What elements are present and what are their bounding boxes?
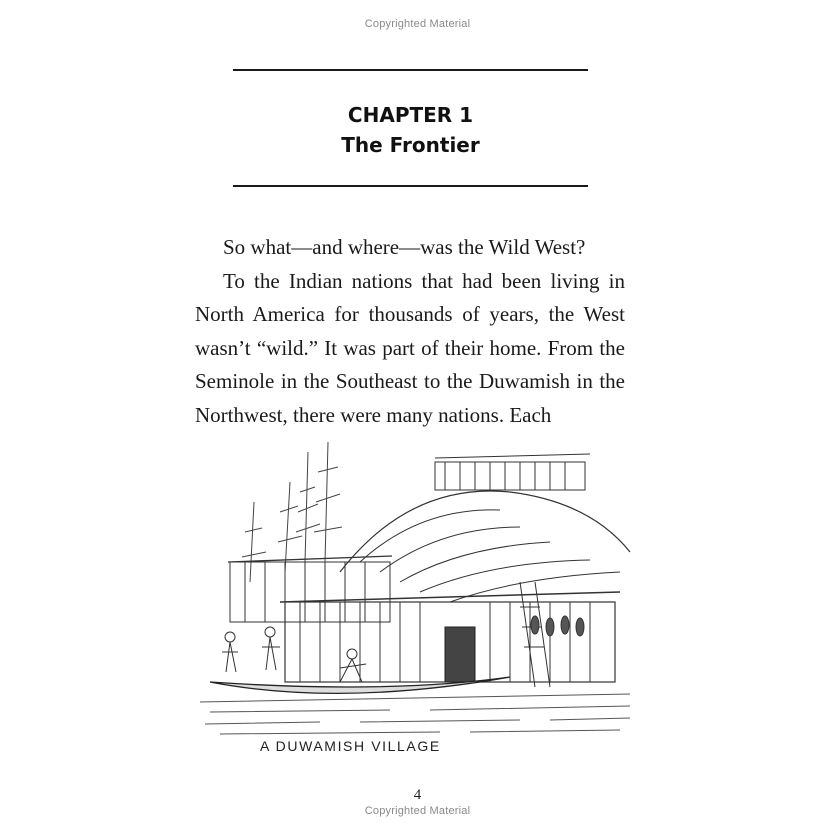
chapter-title: The Frontier [341,133,480,157]
illustration-caption: A DUWAMISH VILLAGE [260,738,441,754]
paragraph-1: So what—and where—was the Wild West? [223,235,586,259]
chapter-rule-bottom [233,185,588,187]
rear-longhouse-sketch [228,556,392,622]
hilltop-fence-sketch [435,454,590,490]
page-number: 4 [413,787,422,803]
chapter-heading [233,100,588,160]
chapter-rule-top [233,69,588,71]
body-text [195,231,625,432]
copyright-watermark-bottom: Copyrighted Material [364,805,471,817]
copyright-watermark-top: Copyrighted Material [364,18,471,30]
hill-sketch [340,491,630,602]
main-longhouse-sketch [280,582,620,687]
water-sketch [200,694,630,734]
drying-fish-sketch [531,616,584,636]
people-sketch [222,627,366,682]
chapter-number: CHAPTER 1 [347,103,474,127]
paragraph-2: To the Indian nations that had been living in North America for thousands of years, the West wasn’t “wild.” It was part of their home. From the Seminole in the Southeast to the Duwamish in the Northwest, there were many nations. Each [195,268,625,427]
village-illustration [190,432,640,762]
